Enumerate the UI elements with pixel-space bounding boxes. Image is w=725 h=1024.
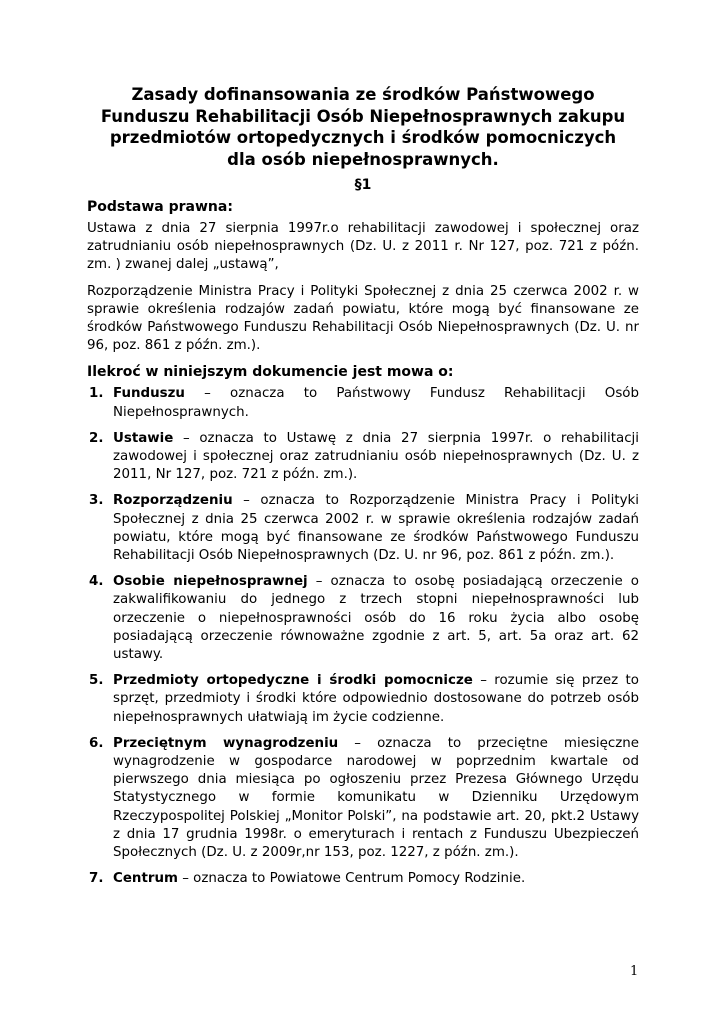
definition-text: – oznacza to Rozporządzenie Ministra Pracy i Polityki Społecznej z dnia 25 czerwca 2002 r. w sprawie określenia rodzajów zadań powiatu, które mogą być finansowane ze środków Państwowego Funduszu Rehabilitacji Osób Niepełnosprawnych (Dz. U. nr 96, poz. 861 z późn. zm.).	[113, 493, 639, 564]
definition-text: – oznacza to Powiatowe Centrum Pomocy Rodzinie.	[177, 871, 526, 887]
definition-item	[87, 430, 639, 485]
legal-basis-heading: Podstawa prawna:	[87, 199, 233, 215]
document-page	[87, 84, 639, 897]
legal-basis-paragraph: Ustawa z dnia 27 sierpnia 1997r.o rehabilitacji zawodowej i społecznej oraz zatrudnianiu osób niepełnosprawnych (Dz. U. z 2011 r. Nr 127, poz. 721 z późn. zm. ) zwanej dalej „ustawą”,	[87, 221, 639, 273]
definition-item	[87, 735, 639, 862]
definition-term: Funduszu	[113, 386, 185, 402]
definition-term: Przedmioty ortopedyczne i środki pomocnicze	[113, 673, 473, 689]
definition-item	[87, 385, 639, 421]
item-number: 1.	[89, 386, 104, 402]
definition-item	[87, 492, 639, 565]
section-mark: §1	[354, 177, 372, 193]
definition-term: Centrum	[113, 871, 178, 887]
definition-term: Przeciętnym wynagrodzeniu	[113, 735, 339, 751]
item-number: 6.	[89, 735, 104, 751]
item-number: 4.	[89, 574, 104, 590]
definition-text: – oznacza to osobę posiadającą orzeczenie o zakwalifikowaniu do jednego z trzech stopni niepełnosprawności lub orzeczenie o niepełnosprawności osób do 16 roku życia albo osobę posiadającą orzeczenie równoważne zgodnie z art. 5, art. 5a oraz art. 62 ustawy.	[113, 574, 639, 663]
definition-text: – oznacza to przeciętne miesięczne wynagrodzenie w gospodarce narodowej w poprzednim kwartale od pierwszego dnia miesiąca po ogłoszeniu przez Prezesa Głównego Urzędu Statystycznego w formie komunikatu w Dzienniku Urzędowym Rzeczypospolitej Polskiej „Monitor Polski”, na podstawie art. 20, pkt.2 Ustawy z dnia 17 grudnia 1998r. o emeryturach i rentach z Funduszu Ubezpieczeń Społecznych (Dz. U. z 2009r,nr 153, poz. 1227, z późn. zm.).	[113, 735, 639, 861]
definition-term: Osobie niepełnosprawnej	[113, 574, 308, 590]
definition-item	[87, 672, 639, 727]
definition-item	[87, 573, 639, 664]
definition-item	[87, 870, 639, 888]
title-line: Zasady dofinansowania ze środków Państwowego	[131, 85, 595, 104]
definition-text: – rozumie się przez to sprzęt, przedmioty i środki które odpowiednio dostosowane do potrzeb osób niepełnosprawnych ułatwiają im życie codzienne.	[113, 673, 639, 725]
definition-term: Rozporządzeniu	[113, 493, 233, 509]
item-number: 3.	[89, 493, 104, 509]
definition-term: Ustawie	[113, 430, 174, 446]
title-line: Funduszu Rehabilitacji Osób Niepełnosprawnych zakupu	[100, 106, 626, 126]
definition-text: – oznacza to Państwowy Fundusz Rehabilitacji Osób Niepełnosprawnych.	[113, 386, 639, 420]
definitions-heading: Ilekroć w niniejszym dokumencie jest mowa o:	[87, 364, 454, 381]
document-title	[87, 84, 639, 170]
item-number: 5.	[89, 673, 104, 689]
title-line: dla osób niepełnosprawnych.	[227, 149, 499, 169]
item-number: 7.	[89, 871, 104, 887]
definitions-list	[87, 385, 639, 888]
legal-basis-paragraph: Rozporządzenie Ministra Pracy i Polityki Społecznej z dnia 25 czerwca 2002 r. w sprawie określenia rodzajów zadań powiatu, które mogą być finansowane ze środków Państwowego Funduszu Rehabilitacji Osób Niepełnosprawnych (Dz. U. nr 96, poz. 861 z późn. zm.).	[87, 283, 639, 354]
title-line: przedmiotów ortopedycznych i środków pomocniczych	[109, 128, 617, 147]
page-number: 1	[630, 964, 639, 979]
item-number: 2.	[89, 430, 104, 446]
definition-text: – oznacza to Ustawę z dnia 27 sierpnia 1997r. o rehabilitacji zawodowej i społecznej oraz zatrudnianiu osób niepełnosprawnych (Dz. U. z 2011, Nr 127, poz. 721 z późn. zm.).	[113, 430, 639, 483]
